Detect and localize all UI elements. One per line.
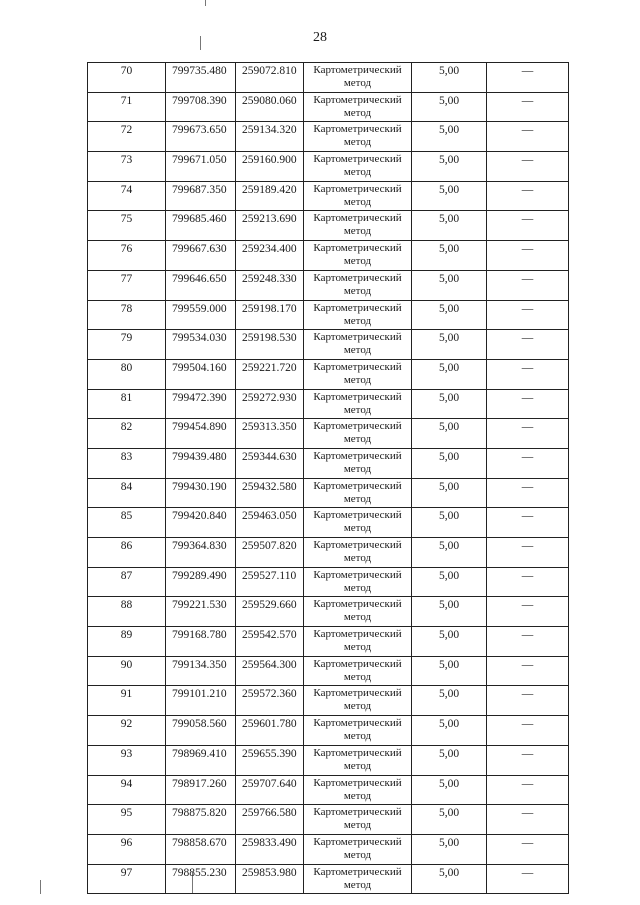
y-coordinate: 259572.360 — [236, 686, 304, 716]
point-number: 71 — [88, 92, 166, 122]
scan-mark — [200, 36, 201, 50]
table-row — [88, 805, 569, 835]
y-coordinate: 259134.320 — [236, 122, 304, 152]
point-number: 94 — [88, 775, 166, 805]
point-number: 80 — [88, 359, 166, 389]
x-coordinate: 799168.780 — [166, 627, 236, 657]
note-cell: — — [487, 686, 569, 716]
accuracy-cell: 5,00 — [412, 359, 487, 389]
table-row — [88, 92, 569, 122]
x-coordinate: 799439.480 — [166, 448, 236, 478]
method-cell: Картометрический метод — [304, 597, 412, 627]
point-number: 79 — [88, 330, 166, 360]
table-body — [88, 63, 569, 894]
y-coordinate: 259542.570 — [236, 627, 304, 657]
method-cell: Картометрический метод — [304, 716, 412, 746]
accuracy-cell: 5,00 — [412, 330, 487, 360]
y-coordinate: 259248.330 — [236, 270, 304, 300]
scan-mark — [40, 880, 41, 894]
point-number: 72 — [88, 122, 166, 152]
table-row — [88, 152, 569, 182]
note-cell: — — [487, 63, 569, 93]
y-coordinate: 259529.660 — [236, 597, 304, 627]
method-cell: Картометрический метод — [304, 805, 412, 835]
y-coordinate: 259160.900 — [236, 152, 304, 182]
method-cell: Картометрический метод — [304, 834, 412, 864]
x-coordinate: 799454.890 — [166, 419, 236, 449]
scan-mark — [205, 0, 206, 6]
accuracy-cell: 5,00 — [412, 864, 487, 894]
method-cell: Картометрический метод — [304, 152, 412, 182]
note-cell: — — [487, 181, 569, 211]
accuracy-cell: 5,00 — [412, 92, 487, 122]
y-coordinate: 259432.580 — [236, 478, 304, 508]
note-cell: — — [487, 567, 569, 597]
x-coordinate: 798858.670 — [166, 834, 236, 864]
y-coordinate: 259507.820 — [236, 538, 304, 568]
y-coordinate: 259707.640 — [236, 775, 304, 805]
x-coordinate: 799058.560 — [166, 716, 236, 746]
x-coordinate: 799646.650 — [166, 270, 236, 300]
note-cell: — — [487, 834, 569, 864]
note-cell: — — [487, 419, 569, 449]
point-number: 84 — [88, 478, 166, 508]
method-cell: Картометрический метод — [304, 686, 412, 716]
y-coordinate: 259527.110 — [236, 567, 304, 597]
note-cell: — — [487, 627, 569, 657]
method-cell: Картометрический метод — [304, 508, 412, 538]
accuracy-cell: 5,00 — [412, 448, 487, 478]
x-coordinate: 799671.050 — [166, 152, 236, 182]
y-coordinate: 259766.580 — [236, 805, 304, 835]
x-coordinate: 798969.410 — [166, 745, 236, 775]
accuracy-cell: 5,00 — [412, 775, 487, 805]
method-cell: Картометрический метод — [304, 419, 412, 449]
point-number: 76 — [88, 241, 166, 271]
method-cell: Картометрический метод — [304, 211, 412, 241]
y-coordinate: 259853.980 — [236, 864, 304, 894]
table-row — [88, 656, 569, 686]
method-cell: Картометрический метод — [304, 181, 412, 211]
method-cell: Картометрический метод — [304, 270, 412, 300]
note-cell: — — [487, 805, 569, 835]
method-cell: Картометрический метод — [304, 63, 412, 93]
accuracy-cell: 5,00 — [412, 627, 487, 657]
point-number: 75 — [88, 211, 166, 241]
y-coordinate: 259080.060 — [236, 92, 304, 122]
table-row — [88, 181, 569, 211]
point-number: 78 — [88, 300, 166, 330]
method-cell: Картометрический метод — [304, 241, 412, 271]
note-cell: — — [487, 359, 569, 389]
y-coordinate: 259198.170 — [236, 300, 304, 330]
point-number: 83 — [88, 448, 166, 478]
y-coordinate: 259189.420 — [236, 181, 304, 211]
x-coordinate: 798917.260 — [166, 775, 236, 805]
point-number: 85 — [88, 508, 166, 538]
note-cell: — — [487, 656, 569, 686]
note-cell: — — [487, 745, 569, 775]
x-coordinate: 799735.480 — [166, 63, 236, 93]
y-coordinate: 259072.810 — [236, 63, 304, 93]
x-coordinate: 799504.160 — [166, 359, 236, 389]
note-cell: — — [487, 478, 569, 508]
note-cell: — — [487, 92, 569, 122]
x-coordinate: 799101.210 — [166, 686, 236, 716]
accuracy-cell: 5,00 — [412, 686, 487, 716]
point-number: 91 — [88, 686, 166, 716]
accuracy-cell: 5,00 — [412, 389, 487, 419]
table-row — [88, 627, 569, 657]
method-cell: Картометрический метод — [304, 92, 412, 122]
method-cell: Картометрический метод — [304, 330, 412, 360]
x-coordinate: 799289.490 — [166, 567, 236, 597]
y-coordinate: 259198.530 — [236, 330, 304, 360]
accuracy-cell: 5,00 — [412, 63, 487, 93]
note-cell: — — [487, 775, 569, 805]
accuracy-cell: 5,00 — [412, 478, 487, 508]
table-row — [88, 359, 569, 389]
accuracy-cell: 5,00 — [412, 181, 487, 211]
table-row — [88, 270, 569, 300]
method-cell: Картометрический метод — [304, 538, 412, 568]
accuracy-cell: 5,00 — [412, 597, 487, 627]
x-coordinate: 799134.350 — [166, 656, 236, 686]
note-cell: — — [487, 330, 569, 360]
method-cell: Картометрический метод — [304, 775, 412, 805]
table-row — [88, 567, 569, 597]
accuracy-cell: 5,00 — [412, 300, 487, 330]
x-coordinate: 799667.630 — [166, 241, 236, 271]
table-row — [88, 448, 569, 478]
accuracy-cell: 5,00 — [412, 241, 487, 271]
x-coordinate: 799673.650 — [166, 122, 236, 152]
x-coordinate: 799430.190 — [166, 478, 236, 508]
y-coordinate: 259313.350 — [236, 419, 304, 449]
y-coordinate: 259213.690 — [236, 211, 304, 241]
note-cell: — — [487, 122, 569, 152]
note-cell: — — [487, 270, 569, 300]
note-cell: — — [487, 864, 569, 894]
table-row — [88, 300, 569, 330]
point-number: 97 — [88, 864, 166, 894]
point-number: 89 — [88, 627, 166, 657]
y-coordinate: 259272.930 — [236, 389, 304, 419]
note-cell: — — [487, 152, 569, 182]
y-coordinate: 259344.630 — [236, 448, 304, 478]
note-cell: — — [487, 211, 569, 241]
method-cell: Картометрический метод — [304, 567, 412, 597]
method-cell: Картометрический метод — [304, 478, 412, 508]
table-row — [88, 686, 569, 716]
method-cell: Картометрический метод — [304, 864, 412, 894]
method-cell: Картометрический метод — [304, 300, 412, 330]
table-row — [88, 478, 569, 508]
accuracy-cell: 5,00 — [412, 538, 487, 568]
point-number: 88 — [88, 597, 166, 627]
point-number: 86 — [88, 538, 166, 568]
accuracy-cell: 5,00 — [412, 211, 487, 241]
accuracy-cell: 5,00 — [412, 270, 487, 300]
y-coordinate: 259564.300 — [236, 656, 304, 686]
x-coordinate: 799559.000 — [166, 300, 236, 330]
accuracy-cell: 5,00 — [412, 122, 487, 152]
method-cell: Картометрический метод — [304, 448, 412, 478]
table-row — [88, 864, 569, 894]
accuracy-cell: 5,00 — [412, 745, 487, 775]
method-cell: Картометрический метод — [304, 389, 412, 419]
accuracy-cell: 5,00 — [412, 508, 487, 538]
point-number: 74 — [88, 181, 166, 211]
point-number: 73 — [88, 152, 166, 182]
y-coordinate: 259234.400 — [236, 241, 304, 271]
x-coordinate: 799685.460 — [166, 211, 236, 241]
note-cell: — — [487, 241, 569, 271]
table-row — [88, 63, 569, 93]
y-coordinate: 259601.780 — [236, 716, 304, 746]
note-cell: — — [487, 508, 569, 538]
table-row — [88, 419, 569, 449]
point-number: 92 — [88, 716, 166, 746]
method-cell: Картометрический метод — [304, 627, 412, 657]
table-row — [88, 834, 569, 864]
accuracy-cell: 5,00 — [412, 805, 487, 835]
point-number: 70 — [88, 63, 166, 93]
accuracy-cell: 5,00 — [412, 656, 487, 686]
x-coordinate: 799420.840 — [166, 508, 236, 538]
point-number: 96 — [88, 834, 166, 864]
x-coordinate: 799472.390 — [166, 389, 236, 419]
note-cell: — — [487, 389, 569, 419]
table-row — [88, 122, 569, 152]
table-row — [88, 775, 569, 805]
x-coordinate: 799534.030 — [166, 330, 236, 360]
table-row — [88, 508, 569, 538]
x-coordinate: 799221.530 — [166, 597, 236, 627]
x-coordinate: 799708.390 — [166, 92, 236, 122]
y-coordinate: 259655.390 — [236, 745, 304, 775]
table-row — [88, 330, 569, 360]
note-cell: — — [487, 597, 569, 627]
method-cell: Картометрический метод — [304, 745, 412, 775]
method-cell: Картометрический метод — [304, 122, 412, 152]
point-number: 82 — [88, 419, 166, 449]
note-cell: — — [487, 448, 569, 478]
accuracy-cell: 5,00 — [412, 834, 487, 864]
point-number: 90 — [88, 656, 166, 686]
table-row — [88, 389, 569, 419]
accuracy-cell: 5,00 — [412, 152, 487, 182]
point-number: 87 — [88, 567, 166, 597]
coordinates-table — [87, 62, 569, 894]
accuracy-cell: 5,00 — [412, 567, 487, 597]
accuracy-cell: 5,00 — [412, 419, 487, 449]
method-cell: Картометрический метод — [304, 359, 412, 389]
point-number: 81 — [88, 389, 166, 419]
x-coordinate: 798855.230 — [166, 864, 236, 894]
x-coordinate: 798875.820 — [166, 805, 236, 835]
table-row — [88, 538, 569, 568]
point-number: 93 — [88, 745, 166, 775]
page-number: 28 — [313, 30, 327, 45]
x-coordinate: 799687.350 — [166, 181, 236, 211]
y-coordinate: 259463.050 — [236, 508, 304, 538]
accuracy-cell: 5,00 — [412, 716, 487, 746]
table-row — [88, 716, 569, 746]
table-row — [88, 597, 569, 627]
table-row — [88, 241, 569, 271]
table-row — [88, 211, 569, 241]
note-cell: — — [487, 300, 569, 330]
note-cell: — — [487, 538, 569, 568]
table-row — [88, 745, 569, 775]
method-cell: Картометрический метод — [304, 656, 412, 686]
y-coordinate: 259833.490 — [236, 834, 304, 864]
x-coordinate: 799364.830 — [166, 538, 236, 568]
y-coordinate: 259221.720 — [236, 359, 304, 389]
note-cell: — — [487, 716, 569, 746]
point-number: 77 — [88, 270, 166, 300]
point-number: 95 — [88, 805, 166, 835]
